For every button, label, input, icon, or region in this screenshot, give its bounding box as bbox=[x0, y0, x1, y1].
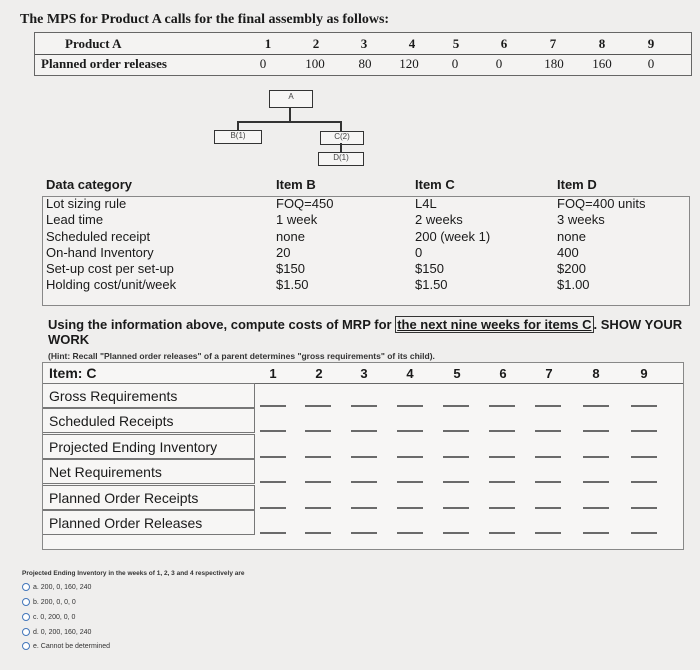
answer-option-c[interactable] bbox=[22, 613, 75, 621]
tree-node-b: B(1) bbox=[214, 130, 262, 144]
option-label: c. 0, 200, 0, 0 bbox=[33, 613, 76, 621]
item-c-value: $150 bbox=[415, 261, 444, 277]
category-label: Set-up cost per set-up bbox=[46, 261, 174, 277]
mps-release-value: 0 bbox=[495, 56, 503, 71]
mrp-period: 3 bbox=[360, 366, 368, 381]
mps-week: 8 bbox=[598, 36, 606, 51]
mrp-period: 6 bbox=[499, 366, 507, 381]
mrp-blank-cell[interactable] bbox=[351, 456, 377, 458]
radio-button[interactable] bbox=[22, 583, 30, 591]
answer-option-d[interactable] bbox=[22, 628, 91, 636]
answer-option-e[interactable] bbox=[22, 642, 110, 650]
item-c-value: 200 (week 1) bbox=[415, 228, 491, 244]
mps-week: 9 bbox=[647, 36, 655, 51]
mrp-row-scheduled-receipts bbox=[43, 408, 255, 433]
category-label: Lot sizing rule bbox=[46, 196, 127, 211]
mrp-blank-cell[interactable] bbox=[535, 507, 561, 509]
mrp-blank-cell[interactable] bbox=[397, 532, 423, 534]
tree-connector bbox=[289, 107, 291, 121]
mrp-blank-cell[interactable] bbox=[305, 456, 331, 458]
item-d-value: $200 bbox=[557, 261, 586, 277]
mps-week: 6 bbox=[500, 36, 508, 51]
instruction-part: . SHOW YOUR WORK bbox=[48, 317, 683, 347]
mrp-blank-cell[interactable] bbox=[489, 532, 515, 534]
mps-release-value: 100 bbox=[305, 56, 325, 71]
mrp-blank-cell[interactable] bbox=[489, 456, 515, 458]
mrp-blank-cell[interactable] bbox=[305, 532, 331, 534]
item-b-value: none bbox=[276, 228, 305, 244]
mrp-blank-cell[interactable] bbox=[535, 481, 561, 483]
mrp-blank-cell[interactable] bbox=[443, 507, 469, 509]
mrp-blank-cell[interactable] bbox=[305, 430, 331, 432]
tree-connector bbox=[340, 121, 342, 131]
item-b-value: 1 week bbox=[276, 212, 318, 228]
item-c-values bbox=[415, 196, 490, 294]
item-c-header: Item C bbox=[415, 177, 455, 192]
mrp-blank-cell[interactable] bbox=[631, 532, 657, 534]
instruction-highlight: the next nine weeks for items C bbox=[397, 317, 592, 332]
mrp-blank-cell[interactable] bbox=[351, 507, 377, 509]
mps-week: 3 bbox=[360, 36, 368, 51]
category-label: Scheduled receipt bbox=[46, 228, 151, 244]
item-d-value: FOQ=400 units bbox=[557, 196, 646, 211]
item-c-value: $1.50 bbox=[415, 277, 448, 293]
item-c-value: 0 bbox=[415, 244, 423, 260]
radio-button[interactable] bbox=[22, 628, 30, 636]
mrp-blank-cell[interactable] bbox=[260, 507, 286, 509]
mrp-period: 5 bbox=[453, 366, 461, 381]
mrp-blank-cell[interactable] bbox=[305, 405, 331, 407]
mrp-blank-cell[interactable] bbox=[305, 507, 331, 509]
mrp-row-label: Scheduled Receipts bbox=[49, 413, 174, 429]
item-d-value: none bbox=[557, 228, 586, 244]
mrp-row-label: Gross Requirements bbox=[49, 388, 178, 404]
mrp-blank-cell[interactable] bbox=[443, 430, 469, 432]
mrp-blank-cell[interactable] bbox=[583, 430, 609, 432]
mps-week: 2 bbox=[312, 36, 320, 51]
mrp-period: 2 bbox=[315, 366, 323, 381]
mrp-blank-cell[interactable] bbox=[631, 507, 657, 509]
mrp-item-label: Item: C bbox=[49, 365, 97, 381]
mrp-blank-cell[interactable] bbox=[260, 532, 286, 534]
mrp-row-label: Planned Order Releases bbox=[49, 515, 203, 531]
mrp-blank-cell[interactable] bbox=[260, 405, 286, 407]
item-b-header: Item B bbox=[276, 177, 316, 192]
radio-button[interactable] bbox=[22, 598, 30, 606]
mrp-row-label: Projected Ending Inventory bbox=[49, 439, 218, 455]
mrp-blank-cell[interactable] bbox=[489, 430, 515, 432]
item-d-value: 400 bbox=[557, 244, 579, 260]
data-category-column bbox=[46, 177, 132, 193]
mrp-blank-cell[interactable] bbox=[260, 481, 286, 483]
mrp-blank-cell[interactable] bbox=[583, 456, 609, 458]
mrp-row-planned-order-receipts bbox=[43, 485, 255, 510]
mrp-period: 7 bbox=[545, 366, 553, 381]
mrp-period: 4 bbox=[406, 366, 414, 381]
instruction-text bbox=[48, 317, 688, 347]
item-d-header: Item D bbox=[557, 177, 597, 192]
mrp-blank-cell[interactable] bbox=[583, 532, 609, 534]
mrp-blank-cell[interactable] bbox=[351, 430, 377, 432]
item-b-value: $1.50 bbox=[276, 277, 309, 293]
mps-week: 4 bbox=[408, 36, 416, 51]
mps-release-row bbox=[35, 54, 691, 74]
option-label: d. 0, 200, 160, 240 bbox=[33, 628, 92, 636]
question-text: Projected Ending Inventory in the weeks of 1, 2, 3 and 4 respectively are bbox=[22, 570, 245, 577]
mrp-row-label: Planned Order Receipts bbox=[49, 490, 199, 506]
mps-release-value: 120 bbox=[399, 56, 419, 71]
item-d-value: $1.00 bbox=[557, 277, 590, 293]
mrp-grid bbox=[42, 362, 684, 550]
tree-node-a: A bbox=[269, 90, 313, 108]
mps-release-value: 0 bbox=[451, 56, 459, 71]
mrp-blank-cell[interactable] bbox=[535, 430, 561, 432]
tree-connector bbox=[340, 143, 342, 152]
item-d-values bbox=[557, 196, 646, 294]
mrp-period: 8 bbox=[592, 366, 600, 381]
item-b-value: FOQ=450 bbox=[276, 196, 334, 211]
category-label: Holding cost/unit/week bbox=[46, 277, 177, 293]
mrp-blank-cell[interactable] bbox=[443, 481, 469, 483]
mrp-blank-cell[interactable] bbox=[489, 507, 515, 509]
item-b-value: 20 bbox=[276, 244, 291, 260]
tree-connector bbox=[237, 121, 239, 130]
mrp-blank-cell[interactable] bbox=[260, 456, 286, 458]
mrp-blank-cell[interactable] bbox=[443, 456, 469, 458]
mps-release-value: 0 bbox=[647, 56, 655, 71]
mps-release-value: 80 bbox=[358, 56, 372, 71]
instruction-part: Using the information above, compute costs of MRP for bbox=[48, 317, 396, 332]
mrp-blank-cell[interactable] bbox=[489, 481, 515, 483]
mrp-row-gross-requirements bbox=[43, 383, 255, 408]
mrp-blank-cell[interactable] bbox=[397, 507, 423, 509]
mps-header-row bbox=[35, 34, 691, 55]
mrp-blank-cell[interactable] bbox=[535, 532, 561, 534]
data-category-header: Data category bbox=[46, 177, 132, 192]
mrp-blank-cell[interactable] bbox=[351, 405, 377, 407]
item-b-column bbox=[276, 177, 316, 193]
mrp-row-net-requirements bbox=[43, 459, 255, 484]
mps-release-value: 160 bbox=[592, 56, 612, 71]
item-c-column bbox=[415, 177, 455, 193]
option-label: e. Cannot be determined bbox=[33, 642, 111, 650]
hint-text: (Hint: Recall "Planned order releases" of a parent determines "gross requirements" of its child). bbox=[48, 351, 435, 361]
mrp-blank-cell[interactable] bbox=[397, 456, 423, 458]
mrp-blank-cell[interactable] bbox=[397, 481, 423, 483]
category-label: On-hand Inventory bbox=[46, 244, 154, 260]
mrp-blank-cell[interactable] bbox=[631, 430, 657, 432]
radio-button[interactable] bbox=[22, 613, 30, 621]
mrp-blank-cell[interactable] bbox=[489, 405, 515, 407]
mrp-blank-cell[interactable] bbox=[583, 507, 609, 509]
mps-week: 5 bbox=[452, 36, 460, 51]
mrp-blank-cell[interactable] bbox=[583, 405, 609, 407]
mrp-blank-cell[interactable] bbox=[260, 430, 286, 432]
mrp-blank-cell[interactable] bbox=[397, 405, 423, 407]
option-label: b. 200, 0, 0, 0 bbox=[33, 598, 76, 606]
mrp-period: 9 bbox=[640, 366, 648, 381]
mrp-row-label: Net Requirements bbox=[49, 464, 162, 480]
item-c-value: L4L bbox=[415, 196, 437, 211]
mps-release-value: 0 bbox=[259, 56, 267, 71]
mrp-blank-cell[interactable] bbox=[351, 481, 377, 483]
tree-connector bbox=[237, 121, 341, 123]
answer-option-a[interactable] bbox=[22, 583, 91, 591]
product-label: Product A bbox=[65, 36, 122, 51]
mrp-blank-cell[interactable] bbox=[397, 430, 423, 432]
mrp-blank-cell[interactable] bbox=[351, 532, 377, 534]
item-b-values bbox=[276, 196, 333, 294]
tree-node-d: D(1) bbox=[318, 152, 364, 166]
mps-release-value: 180 bbox=[544, 56, 564, 71]
item-b-value: $150 bbox=[276, 261, 305, 277]
item-d-value: 3 weeks bbox=[557, 212, 605, 228]
mrp-period: 1 bbox=[269, 366, 277, 381]
mrp-blank-cell[interactable] bbox=[535, 456, 561, 458]
answer-option-b[interactable] bbox=[22, 598, 76, 606]
mps-week: 1 bbox=[264, 36, 272, 51]
mrp-header-row bbox=[43, 363, 683, 384]
category-label: Lead time bbox=[46, 212, 104, 228]
mrp-blank-cell[interactable] bbox=[631, 456, 657, 458]
mrp-blank-cell[interactable] bbox=[631, 481, 657, 483]
mrp-blank-cell[interactable] bbox=[631, 405, 657, 407]
mrp-blank-cell[interactable] bbox=[443, 532, 469, 534]
planned-order-releases-label: Planned order releases bbox=[41, 56, 167, 71]
mrp-blank-cell[interactable] bbox=[535, 405, 561, 407]
mrp-row-projected-ending-inventory bbox=[43, 434, 255, 459]
mps-table bbox=[34, 32, 692, 76]
option-label: a. 200, 0, 160, 240 bbox=[33, 583, 92, 591]
mrp-row-planned-order-releases bbox=[43, 510, 255, 535]
mrp-blank-cell[interactable] bbox=[583, 481, 609, 483]
mrp-blank-cell[interactable] bbox=[305, 481, 331, 483]
mrp-blank-cell[interactable] bbox=[443, 405, 469, 407]
tree-node-c: C(2) bbox=[320, 131, 364, 145]
radio-button[interactable] bbox=[22, 642, 30, 650]
mps-title: The MPS for Product A calls for the final assembly as follows: bbox=[20, 12, 390, 27]
item-d-column bbox=[557, 177, 597, 193]
item-c-value: 2 weeks bbox=[415, 212, 463, 228]
category-list bbox=[46, 196, 176, 294]
mps-week: 7 bbox=[549, 36, 557, 51]
